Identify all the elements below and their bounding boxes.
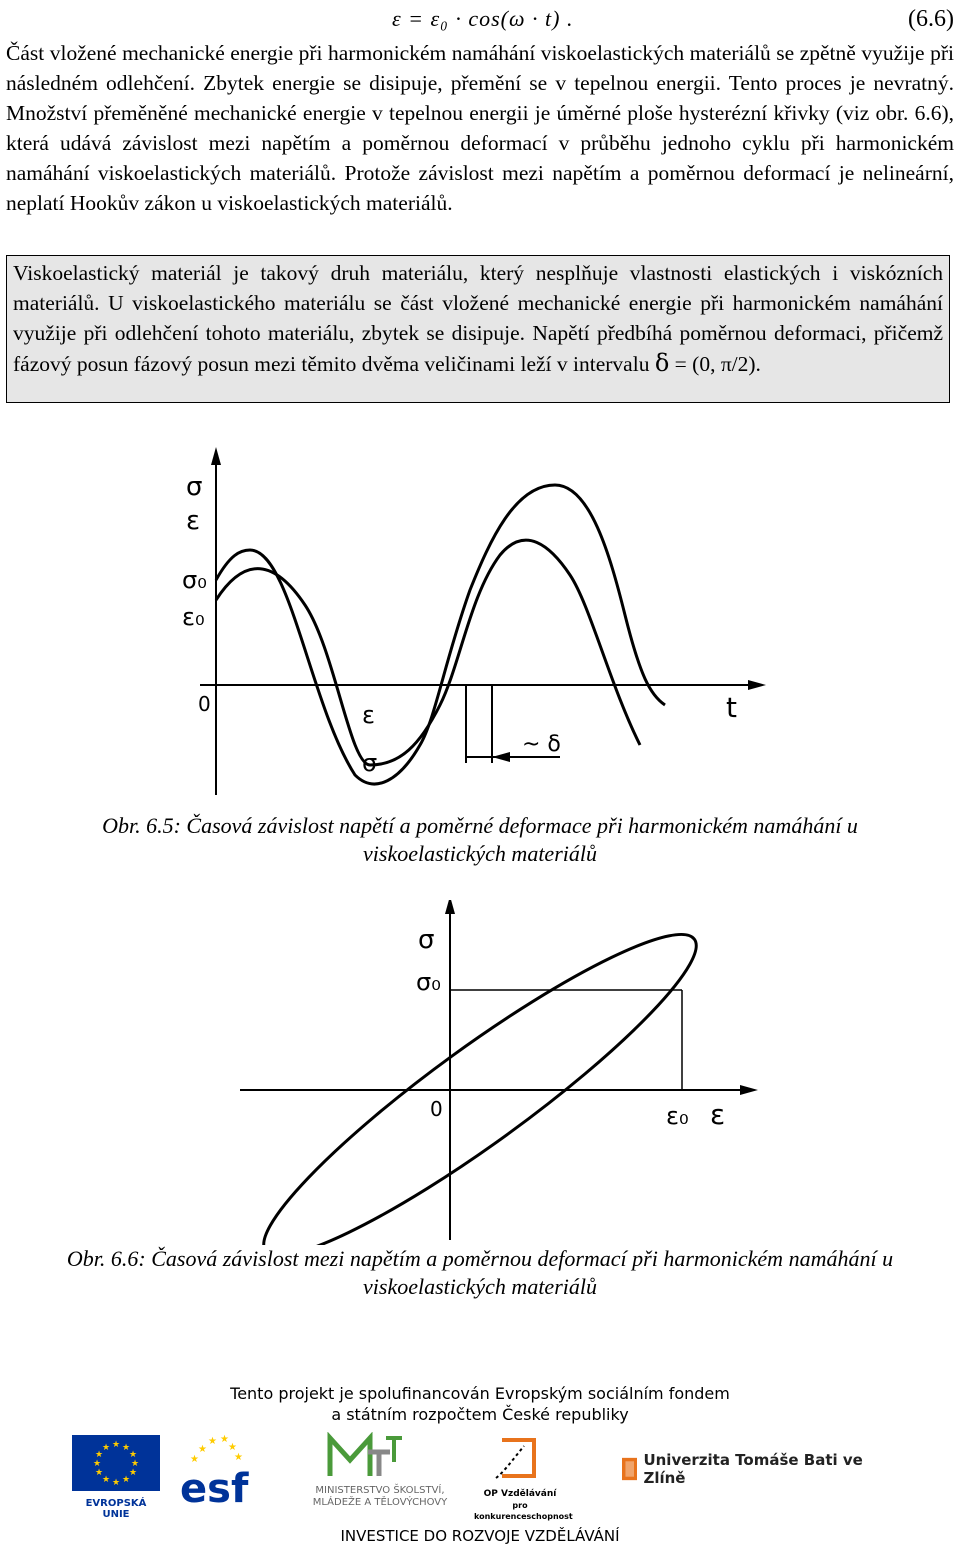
svg-text:esf: esf: [180, 1466, 249, 1508]
svg-text:★: ★: [130, 1459, 140, 1469]
equation-number: (6.6): [908, 6, 954, 32]
x-axis-arrow: [748, 680, 766, 690]
op-logo: [474, 1432, 573, 1521]
label-epsilon0: ε₀: [666, 1102, 689, 1130]
footer-investment: INVESTICE DO ROZVOJE VZDĚLÁVÁNÍ: [340, 1527, 620, 1545]
delta-symbol: δ: [654, 349, 670, 377]
svg-text:★: ★: [198, 1444, 207, 1455]
label-epsilon0: ε₀: [182, 603, 205, 631]
svg-text:★: ★: [111, 1440, 121, 1450]
footer-line-1: Tento projekt je spolufinancován Evropským sociálním fondem: [230, 1384, 730, 1403]
definition-main: Viskoelastický materiál je takový druh materiálu, který nesplňuje vlastnosti elastických i viskózních materiálů. U viskoelastického materiálu se část vložené mechanické energie při harmonickém namáhání využije při odlehčení tohoto materiálu, zbytek se disipuje. Napětí předbíhá poměrnou deformaci, přičemž fázový posun fázový posun mezi těmito dvěma veličinami leží v intervalu: [13, 261, 943, 376]
msmt-label-1: MINISTERSTVO ŠKOLSTVÍ,: [315, 1485, 445, 1496]
y-axis-arrow: [445, 900, 455, 914]
op-label-1: OP Vzdělávání: [483, 1489, 557, 1499]
footer-line-2: a státním rozpočtem České republiky: [331, 1405, 629, 1424]
utb-label: Univerzita Tomáše Bati ve Zlíně: [643, 1451, 863, 1487]
definition-text: [13, 258, 943, 379]
svg-text:★: ★: [101, 1475, 111, 1485]
x-axis-arrow: [740, 1085, 758, 1095]
svg-text:★: ★: [220, 1434, 229, 1445]
label-epsilon: ε: [186, 506, 201, 536]
svg-text:★: ★: [234, 1452, 243, 1463]
svg-text:★: ★: [121, 1443, 131, 1453]
footer-funding: [0, 1383, 960, 1425]
eu-logo: [72, 1435, 160, 1520]
esf-logo: [178, 1432, 260, 1508]
svg-text:★: ★: [190, 1454, 199, 1465]
label-zero: 0: [198, 692, 211, 716]
label-t: t: [726, 691, 737, 724]
svg-text:★: ★: [111, 1478, 121, 1488]
hysteresis-loop: [240, 900, 726, 1245]
label-sigma0: σ₀: [182, 566, 207, 594]
eu-label: EVROPSKÁ UNIE: [85, 1498, 147, 1520]
interval-text: = (0, π/2).: [674, 352, 761, 376]
op-label-2: pro konkurenceschopnost: [474, 1501, 573, 1521]
msmt-label-2: MLÁDEŽE A TĚLOVÝCHOVY: [312, 1497, 448, 1508]
svg-text:★: ★: [228, 1442, 237, 1453]
svg-text:★: ★: [92, 1459, 102, 1469]
svg-text:★: ★: [94, 1450, 104, 1460]
figure-hysteresis: [240, 900, 770, 1245]
esf-icon: [178, 1432, 260, 1508]
svg-text:★: ★: [101, 1443, 111, 1453]
eu-flag-icon: [72, 1435, 160, 1491]
phase-arrow: [492, 752, 510, 762]
label-phase: ~ δ: [522, 732, 561, 757]
label-epsilon: ε: [710, 1098, 726, 1131]
op-icon: [474, 1432, 566, 1484]
label-curve-epsilon: ε: [362, 701, 375, 729]
caption-figure-2: Obr. 6.6: Časová závislost mezi napětím a poměrnou deformací při harmonickém namáhání u viskoelastických materiálů: [66, 1246, 894, 1299]
definition-box: [6, 255, 950, 403]
equation-line: [0, 4, 960, 36]
label-curve-sigma: σ: [362, 749, 378, 777]
label-sigma: σ: [418, 925, 435, 955]
utb-logo: [622, 1452, 872, 1486]
msmt-icon: [290, 1432, 470, 1480]
svg-text:★: ★: [94, 1468, 104, 1478]
svg-text:★: ★: [128, 1450, 138, 1460]
label-zero: 0: [430, 1097, 443, 1121]
label-sigma: σ: [186, 472, 203, 502]
figure-time-plot: [170, 445, 800, 800]
label-sigma0: σ₀: [416, 968, 441, 996]
y-axis-arrow: [211, 447, 221, 465]
msmt-logo: [290, 1432, 470, 1506]
equation-formula: ε = ε₀ · cos(ω · t) .: [392, 6, 574, 31]
svg-text:★: ★: [128, 1468, 138, 1478]
svg-text:★: ★: [208, 1436, 217, 1447]
paragraph-hysteresis: Část vložené mechanické energie při harmonickém namáhání viskoelastických materiálů se zpětně využije při následném odlehčení. Zbytek energie se disipuje, přemění se v tepelnou energii. Tento proces je nevratný. Množství přeměněné mechanické energie v tepelnou energii je úměrné ploše hysterézní křivky (viz obr. 6.6), která udává závislost mezi napětím a poměrnou deformací v průběhu jednoho cyklu při harmonickém namáhání viskoelastických materiálů. Protože závislost mezi napětím a poměrnou deformací je nelineární, neplatí Hookův zákon u viskoelastických materiálů.: [6, 41, 954, 215]
svg-text:★: ★: [121, 1475, 131, 1485]
caption-figure-1: Obr. 6.5: Časová závislost napětí a poměrné deformace při harmonickém namáhání u viskoelastických materiálů: [102, 813, 858, 866]
utb-mark-icon: [622, 1456, 637, 1482]
